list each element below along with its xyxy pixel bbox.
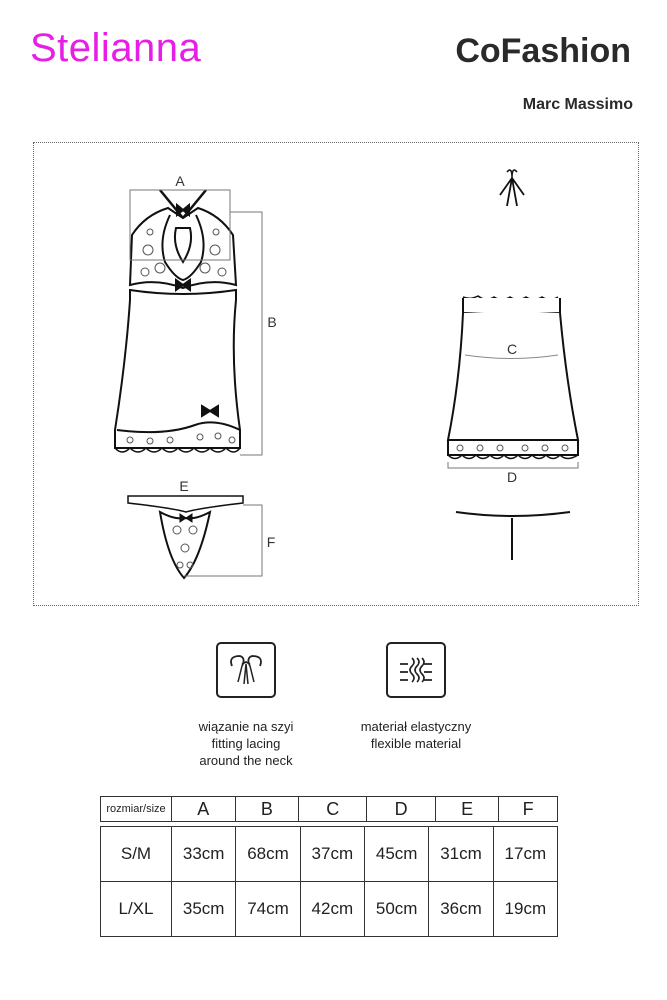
product-name: Stelianna	[30, 26, 202, 70]
size-col-D: D	[367, 797, 435, 822]
thong-back-illustration	[456, 512, 570, 560]
size-cell: 37cm	[300, 827, 364, 882]
size-cell: 45cm	[364, 827, 428, 882]
size-cell: 36cm	[429, 882, 493, 937]
table-row	[101, 882, 558, 937]
feature-line-en-2: around the neck	[199, 753, 293, 768]
feature-line-pl: wiązanie na szyi	[198, 719, 294, 734]
size-cell: 35cm	[172, 882, 236, 937]
size-table-header	[100, 796, 558, 822]
feature-neck-lacing	[166, 642, 326, 769]
label-D: D	[506, 469, 518, 485]
size-row-label: L/XL	[101, 882, 172, 937]
size-corner-label: rozmiar/size	[101, 797, 172, 822]
label-E: E	[179, 478, 189, 494]
size-table	[100, 826, 558, 937]
size-col-E: E	[435, 797, 499, 822]
size-col-B: B	[235, 797, 299, 822]
size-col-F: F	[499, 797, 558, 822]
feature-elastic-material	[336, 642, 496, 752]
chemise-front-illustration	[115, 190, 240, 452]
brand-logo: CoFashion	[455, 32, 631, 70]
size-cell: 33cm	[172, 827, 236, 882]
elastic-material-icon	[386, 642, 446, 698]
neck-tie-icon	[216, 642, 276, 698]
label-C: C	[506, 341, 518, 357]
size-cell: 74cm	[236, 882, 300, 937]
label-B: B	[267, 314, 277, 330]
feature-line-en-1: fitting lacing	[211, 736, 281, 751]
designer-name: Marc Massimo	[522, 96, 633, 113]
label-A: A	[175, 173, 185, 189]
size-row-label: S/M	[101, 827, 172, 882]
size-cell: 50cm	[364, 882, 428, 937]
size-cell: 68cm	[236, 827, 300, 882]
table-row	[101, 827, 558, 882]
size-cell: 17cm	[493, 827, 557, 882]
feature-line-pl: materiał elastyczny	[360, 719, 472, 734]
size-cell: 19cm	[493, 882, 557, 937]
size-col-C: C	[299, 797, 367, 822]
size-cell: 42cm	[300, 882, 364, 937]
size-cell: 31cm	[429, 827, 493, 882]
measurement-guides-back	[448, 462, 578, 468]
thong-illustration	[128, 496, 243, 578]
feature-line-en: flexible material	[370, 736, 462, 751]
label-F: F	[266, 534, 276, 550]
size-col-A: A	[172, 797, 236, 822]
chemise-back-illustration	[448, 170, 578, 459]
